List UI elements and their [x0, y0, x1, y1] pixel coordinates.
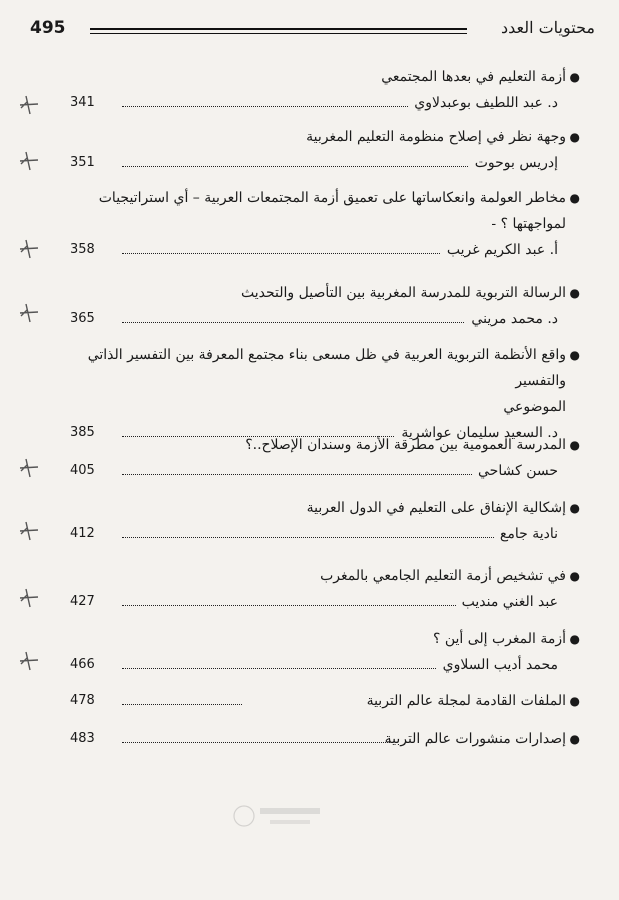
entry-title: إشكالية الإنفاق على التعليم في الدول العربية [306, 500, 566, 516]
toc-entry[interactable] [70, 563, 580, 615]
entry-title: أزمة التعليم في بعدها المجتمعي [381, 69, 566, 85]
handwritten-check-icon [18, 455, 40, 481]
entry-page: 358 [70, 242, 95, 257]
entry-title-continued: لمواجهتها ؟ - [491, 216, 566, 232]
handwritten-check-icon [18, 92, 40, 118]
toc-entry[interactable] [70, 688, 580, 714]
entry-author: د. السعيد سليمان عواشرية [395, 420, 558, 446]
bullet-icon: ● [569, 191, 580, 205]
header-rule [90, 28, 467, 30]
toc-entry[interactable] [70, 185, 580, 263]
entry-page: 341 [70, 95, 95, 110]
entry-title-continued: الموضوعي [503, 399, 566, 415]
header-title: محتويات العدد [500, 18, 595, 37]
toc-entry[interactable] [70, 124, 580, 176]
entry-page: 351 [70, 155, 95, 170]
entry-title: مخاطر العولمة وانعكاساتها على تعميق أزمة المجتمعات العربية – أي استراتيجيات [98, 190, 566, 206]
entry-page: 427 [70, 594, 95, 609]
toc-entry[interactable] [70, 432, 580, 484]
toc-entry[interactable] [70, 495, 580, 547]
toc-entry[interactable] [70, 280, 580, 332]
entry-title: إصدارات منشورات عالم التربية [384, 731, 566, 747]
entry-page: 466 [70, 657, 95, 672]
entry-page: 405 [70, 463, 95, 478]
handwritten-check-icon [18, 518, 40, 544]
bullet-icon: ● [569, 286, 580, 300]
entry-title: الرسالة التربوية للمدرسة المغربية بين التأصيل والتحديث [241, 285, 566, 301]
header-rule-thin [90, 33, 467, 34]
bullet-icon: ● [569, 130, 580, 144]
bullet-icon: ● [569, 694, 580, 708]
entry-author: أ. عبد الكريم غريب [441, 237, 558, 263]
entry-title: في تشخيص أزمة التعليم الجامعي بالمغرب [320, 568, 566, 584]
dot-leader [122, 537, 558, 538]
entry-title: المدرسة العمومية بين مطرقة الأزمة وسندان الإصلاح..؟ [245, 437, 566, 453]
dot-leader [122, 742, 392, 743]
entry-page: 478 [70, 693, 95, 708]
entry-author: عبد الغني منديب [456, 589, 558, 615]
bullet-icon: ● [569, 632, 580, 646]
entry-author: د. محمد مريني [465, 306, 558, 332]
page-header [30, 14, 595, 42]
handwritten-check-icon [18, 236, 40, 262]
handwritten-check-icon [18, 648, 40, 674]
entry-page: 365 [70, 311, 95, 326]
entry-title: وجهة نظر في إصلاح منظومة التعليم المغربية [306, 129, 566, 145]
entry-author: نادية جامع [494, 521, 558, 547]
entry-author: إدريس بوحوت [469, 150, 558, 176]
page-number: 495 [30, 18, 66, 38]
bullet-icon: ● [569, 348, 580, 362]
entry-title: أزمة المغرب إلى أين ؟ [432, 631, 566, 647]
handwritten-check-icon [18, 585, 40, 611]
entry-title: الملفات القادمة لمجلة عالم التربية [366, 693, 566, 709]
entry-title: واقع الأنظمة التربوية العربية في ظل مسعى بناء مجتمع المعرفة بين التفسير الذاتي والتفسير [87, 347, 566, 389]
dot-leader [122, 704, 242, 705]
toc-entry[interactable] [70, 342, 580, 446]
entry-author: حسن كشاحي [472, 458, 558, 484]
entry-author: د. عبد اللطيف بوعبدلاوي [408, 90, 558, 116]
handwritten-check-icon [18, 300, 40, 326]
entry-page: 385 [70, 425, 95, 440]
handwritten-check-icon [18, 148, 40, 174]
faded-stamp-icon [230, 800, 330, 832]
toc-entry[interactable] [70, 64, 580, 116]
entry-page: 412 [70, 526, 95, 541]
toc-entry[interactable] [70, 726, 580, 752]
bullet-icon: ● [569, 501, 580, 515]
bullet-icon: ● [569, 732, 580, 746]
entry-page: 483 [70, 731, 95, 746]
bullet-icon: ● [569, 70, 580, 84]
entry-author: محمد أديب السلاوي [437, 652, 558, 678]
bullet-icon: ● [569, 569, 580, 583]
bullet-icon: ● [569, 438, 580, 452]
toc-entry[interactable] [70, 626, 580, 678]
